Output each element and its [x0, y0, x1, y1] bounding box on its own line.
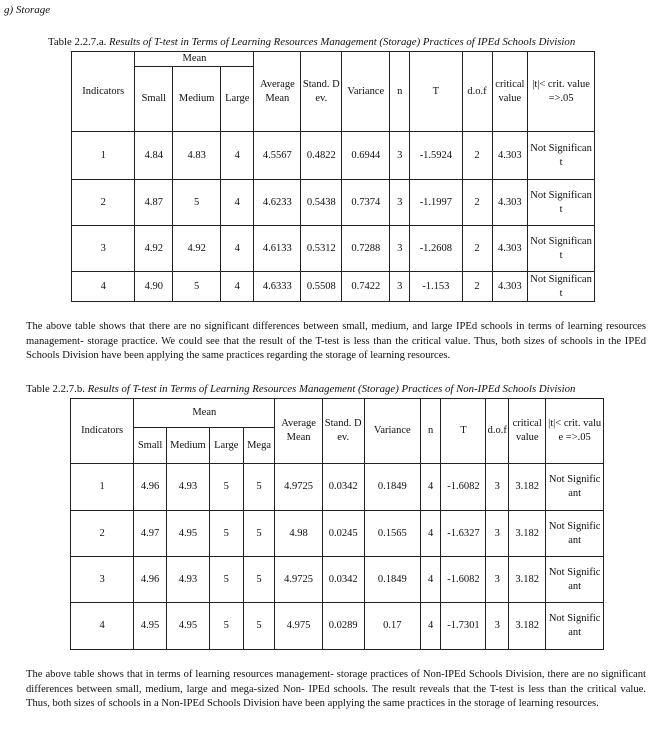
header-std-dev: Stand. Dev.: [301, 52, 342, 132]
cell-medium: 4.93: [166, 557, 209, 603]
cell-variance: 0.7288: [342, 226, 390, 272]
cell-n: 3: [390, 226, 410, 272]
table-row: [72, 272, 595, 302]
cell-dof: 3: [486, 557, 509, 603]
header-medium: Medium: [173, 67, 221, 132]
cell-indicator: 4: [71, 603, 134, 650]
header-std-dev: Stand. Dev.: [322, 399, 364, 464]
cell-t: -1.5924: [410, 132, 462, 180]
header-critical: critical value: [492, 52, 528, 132]
table-row: [71, 557, 604, 603]
cell-t: -1.1997: [410, 180, 462, 226]
cell-dof: 2: [462, 226, 492, 272]
cell-large: 4: [221, 132, 254, 180]
cell-critical: 4.303: [492, 180, 528, 226]
table-row: [72, 180, 595, 226]
cell-decision: Not Significant: [546, 464, 604, 511]
cell-n: 4: [421, 464, 441, 511]
cell-large: 5: [209, 464, 243, 511]
cell-medium: 4.93: [166, 464, 209, 511]
cell-large: 5: [209, 603, 243, 650]
cell-critical: 3.182: [509, 464, 546, 511]
cell-std-dev: 0.0289: [322, 603, 364, 650]
cell-std-dev: 0.5508: [301, 272, 342, 302]
cell-t: -1.7301: [441, 603, 486, 650]
cell-indicator: 2: [72, 180, 135, 226]
cell-mega: 5: [243, 557, 275, 603]
table-a: [71, 51, 595, 302]
header-t: T: [441, 399, 486, 464]
header-large: Large: [209, 428, 243, 464]
table-a-caption-title: Results of T-test in Terms of Learning Resources Management (Storage) Practices of IPEd Schools Division: [106, 36, 576, 48]
header-critical: critical value: [509, 399, 546, 464]
cell-critical: 4.303: [492, 272, 528, 302]
cell-variance: 0.7422: [342, 272, 390, 302]
table-a-caption: [48, 36, 575, 48]
table-row: [71, 464, 604, 511]
cell-large: 4: [221, 272, 254, 302]
header-t: T: [410, 52, 462, 132]
header-mean: Mean: [134, 399, 275, 428]
table-row: [71, 603, 604, 650]
cell-t: -1.6327: [441, 511, 486, 557]
cell-large: 4: [221, 226, 254, 272]
cell-n: 4: [421, 511, 441, 557]
cell-dof: 3: [486, 603, 509, 650]
cell-indicator: 3: [71, 557, 134, 603]
cell-large: 5: [209, 511, 243, 557]
cell-std-dev: 0.5438: [301, 180, 342, 226]
cell-variance: 0.1565: [364, 511, 420, 557]
cell-small: 4.96: [134, 557, 167, 603]
cell-variance: 0.17: [364, 603, 420, 650]
header-decision: |t|< crit. value =>.05: [528, 52, 595, 132]
cell-mega: 5: [243, 511, 275, 557]
cell-large: 5: [209, 557, 243, 603]
cell-indicator: 2: [71, 511, 134, 557]
cell-t: -1.6082: [441, 464, 486, 511]
table-b-caption-prefix: Table 2.2.7.b.: [26, 383, 85, 395]
header-dof: d.o.f: [462, 52, 492, 132]
cell-dof: 2: [462, 180, 492, 226]
header-large: Large: [221, 67, 254, 132]
cell-dof: 2: [462, 132, 492, 180]
cell-average-mean: 4.9725: [275, 464, 322, 511]
cell-t: -1.6082: [441, 557, 486, 603]
header-mean: Mean: [135, 52, 254, 67]
cell-critical: 3.182: [509, 511, 546, 557]
section-heading: g) Storage: [4, 4, 51, 16]
cell-n: 3: [390, 132, 410, 180]
table-b-caption: [26, 383, 575, 395]
paragraph-a: The above table shows that there are no significant differences between small, medium, and large IPEd schools in terms of learning resources management- storage practice. We could see that the result of the T-test is less than the critical value. Thus, both sizes of schools in the IPEd Schools Division have been applying the same practices regarding the storage of learning resources.: [26, 321, 646, 362]
cell-indicator: 4: [72, 272, 135, 302]
cell-decision: Not Significant: [528, 132, 595, 180]
table-row: [72, 132, 595, 180]
cell-decision: Not Significant: [528, 272, 595, 302]
cell-variance: 0.1849: [364, 557, 420, 603]
cell-small: 4.97: [134, 511, 167, 557]
table-row: [71, 511, 604, 557]
header-small: Small: [134, 428, 167, 464]
cell-t: -1.153: [410, 272, 462, 302]
header-indicators: Indicators: [72, 52, 135, 132]
cell-small: 4.84: [135, 132, 173, 180]
cell-average-mean: 4.6133: [254, 226, 301, 272]
header-medium: Medium: [166, 428, 209, 464]
cell-variance: 0.7374: [342, 180, 390, 226]
cell-mega: 5: [243, 464, 275, 511]
cell-std-dev: 0.0342: [322, 464, 364, 511]
cell-medium: 5: [173, 180, 221, 226]
cell-decision: Not Significant: [546, 511, 604, 557]
cell-t: -1.2608: [410, 226, 462, 272]
header-average-mean: Average Mean: [254, 52, 301, 132]
cell-small: 4.95: [134, 603, 167, 650]
header-n: n: [390, 52, 410, 132]
cell-average-mean: 4.975: [275, 603, 322, 650]
cell-critical: 4.303: [492, 226, 528, 272]
cell-variance: 0.6944: [342, 132, 390, 180]
cell-n: 3: [390, 272, 410, 302]
cell-decision: Not Significant: [528, 226, 595, 272]
cell-dof: 3: [486, 511, 509, 557]
cell-std-dev: 0.0245: [322, 511, 364, 557]
cell-decision: Not Significant: [546, 603, 604, 650]
paragraph-b: The above table shows that in terms of learning resources management- storage practices of Non-IPEd Schools Division, there are no significant differences between small, medium, large and mega-sized Non- IPEd schools. The result reveals that the T-test is less than the critical value. Thus, both sizes of schools in a Non-IPEd Schools Division have been applying the same practices in the storage of learning resources.: [26, 669, 646, 710]
cell-decision: Not Significant: [528, 180, 595, 226]
cell-dof: 2: [462, 272, 492, 302]
cell-medium: 4.95: [166, 511, 209, 557]
cell-std-dev: 0.4822: [301, 132, 342, 180]
header-average-mean: Average Mean: [275, 399, 322, 464]
cell-critical: 3.182: [509, 557, 546, 603]
header-dof: d.o.f: [486, 399, 509, 464]
header-small: Small: [135, 67, 173, 132]
header-variance: Variance: [342, 52, 390, 132]
cell-small: 4.92: [135, 226, 173, 272]
cell-mega: 5: [243, 603, 275, 650]
cell-indicator: 1: [71, 464, 134, 511]
cell-indicator: 3: [72, 226, 135, 272]
header-variance: Variance: [364, 399, 420, 464]
cell-average-mean: 4.5567: [254, 132, 301, 180]
cell-small: 4.90: [135, 272, 173, 302]
header-mega: Mega: [243, 428, 275, 464]
cell-medium: 4.95: [166, 603, 209, 650]
cell-small: 4.87: [135, 180, 173, 226]
cell-n: 4: [421, 557, 441, 603]
cell-small: 4.96: [134, 464, 167, 511]
table-b: [70, 398, 604, 650]
cell-average-mean: 4.9725: [275, 557, 322, 603]
cell-n: 3: [390, 180, 410, 226]
table-a-caption-prefix: Table 2.2.7.a.: [48, 36, 107, 48]
cell-dof: 3: [486, 464, 509, 511]
cell-critical: 3.182: [509, 603, 546, 650]
cell-indicator: 1: [72, 132, 135, 180]
header-indicators: Indicators: [71, 399, 134, 464]
cell-variance: 0.1849: [364, 464, 420, 511]
cell-average-mean: 4.98: [275, 511, 322, 557]
header-n: n: [421, 399, 441, 464]
cell-large: 4: [221, 180, 254, 226]
cell-decision: Not Significant: [546, 557, 604, 603]
cell-average-mean: 4.6233: [254, 180, 301, 226]
cell-average-mean: 4.6333: [254, 272, 301, 302]
cell-critical: 4.303: [492, 132, 528, 180]
cell-medium: 4.92: [173, 226, 221, 272]
cell-n: 4: [421, 603, 441, 650]
cell-std-dev: 0.0342: [322, 557, 364, 603]
cell-medium: 5: [173, 272, 221, 302]
header-decision: |t|< crit. value =>.05: [546, 399, 604, 464]
table-b-caption-title: Results of T-test in Terms of Learning Resources Management (Storage) Practices of Non-IPEd Schools Division: [84, 383, 576, 395]
cell-medium: 4.83: [173, 132, 221, 180]
cell-std-dev: 0.5312: [301, 226, 342, 272]
table-row: [72, 226, 595, 272]
